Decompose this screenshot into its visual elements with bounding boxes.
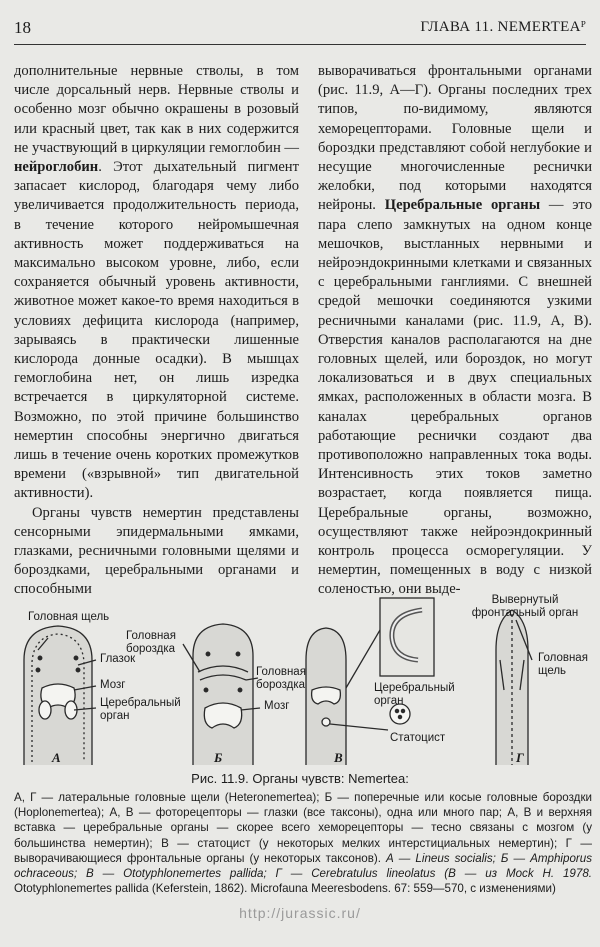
- worm-b-brain: [204, 703, 241, 728]
- right-column: [318, 62, 592, 600]
- right-p1-text-b: — это пара слепо замкнутых на одном конце мешочков, выстланных нервными и нейроэндокринными клетками и связанных с церебральными ганглиями. С внешней средой мешочки соединяются узкими ресничными каналами (рис. 11.9, А, В). Отверстия каналов располагаются на дне головных щелей, или бороздок, но могут локализоваться и в двух специальных ямках, расположенных в области мозга. В каналах церебральных органов работающие реснички создают два противоположно направленных тока воды. Интенсивность этих токов заметно возрастает, когда появляется пища. Церебральные органы, возможно, осуществляют также нейроэндокринный контроль процесса осморегуляции. У немертин, помещенных в воду с низкой соленостью, они выде-: [318, 197, 592, 598]
- left-paragraph-1: [14, 62, 299, 504]
- caption-text-a: А, Г — латеральные головные щели (Heteronemertea); Б — поперечные или косые головные бороздки (Hoplonemertea); А, В — фоторецепторы — глазки (все таксоны), одна или много пар; А, В и верхняя вставка — церебральные органы — скорее всего хеморецепторы — тесно связаны с мозгом (у большинства немертин); В — статоцист (у некоторых мелких интерстициальных немертин); Г — выворачивающиеся фронтальные органы (у некоторых таксонов).: [14, 791, 592, 865]
- left-p1-text-a: дополнительные нервные стволы, в том числе дорсальный нерв. Нервные стволы и особенно мозг обычно окрашены в розовый или красный цвет, так как в них содержится не участвующий в циркуляции гемоглобин —: [14, 63, 299, 156]
- label-everted-frontal: Вывернутый фронтальный орган: [471, 594, 579, 619]
- caption-text-tail: Ototyphlonemertes pallida (Keferstein, 1862). Microfauna Meeresbodens. 67: 559—570, с изменениями): [14, 882, 556, 896]
- fig-letter-a: А: [52, 750, 61, 765]
- label-head-groove-2: Головная бороздка: [256, 666, 306, 691]
- figure-caption-body: [14, 790, 592, 896]
- right-p1-text-a: выворачиваться фронтальными органами (рис. 11.9, А—Г). Органы последних трех типов, по-видимому, являются хеморецепторами. Головные щели и бороздки представляют собой неглубокие и несущие многочисленные реснички желобки, под которыми находятся нейроны.: [318, 63, 592, 214]
- term-neuroglobin: нейроглобин: [14, 159, 99, 176]
- label-cerebral-organ-v: Церебральный орган: [374, 682, 455, 707]
- caption-species: А — Lineus socialis; Б — Amphiporus ochraceous; В — Ototyphlonemertes pallida; Г — Cerebratulus lineolatus (В — из Mock H. 1978.: [14, 851, 593, 881]
- label-cerebral-organ: Церебральный орган: [100, 697, 181, 722]
- right-paragraph-1: [318, 62, 592, 600]
- label-brain: Мозг: [100, 679, 126, 691]
- worm-b-outline: [193, 624, 253, 765]
- page-header: [14, 18, 586, 40]
- label-statocyst: Статоцист: [390, 732, 446, 744]
- left-paragraph-2: Органы чувств немертин представлены сенсорными эпидермальными ямками, глазками, ресничными головными щелями и бороздками, церебральными органами и способными: [14, 504, 299, 598]
- label-head-slit-g: Головная щель: [538, 652, 588, 677]
- label-head-groove-1: Головная бороздка: [126, 630, 176, 655]
- term-cerebral-organs: Церебральные органы: [384, 197, 541, 214]
- fig-letter-b: Б: [214, 750, 223, 765]
- fig-letter-v: В: [334, 750, 343, 765]
- watermark: http://jurassic.ru/: [239, 905, 361, 921]
- page-number: 18: [14, 18, 31, 37]
- label-head-slit: Головная щель: [28, 611, 110, 623]
- figure-11-9: [8, 590, 592, 770]
- left-column: [14, 62, 299, 600]
- label-eyespot: Глазок: [100, 653, 136, 665]
- header-rule: [14, 44, 586, 45]
- label-brain-b: Мозг: [264, 700, 290, 712]
- figure-caption-title: Рис. 11.9. Органы чувств: Nemertea:: [191, 771, 409, 786]
- left-p1-text-b: . Этот дыхательный пигмент запасает кислород, благодаря чему либо увеличивается продолжительность периода, в течение которого нейромышечная активность может поддерживаться на максимально высоком уровне, либо, если сохраняется обычный уровень активности, животное может какое-то время находиться в условиях дефицита кислорода (например, зарываясь в практически лишенные кислорода донные осадки). В мышцах гемоглобина нет, он лишь изредка встречается в циркуляторной системе. Возможно, по этой причине большинство немертин способны энергично двигаться лишь в течение очень коротких промежутков времени («взрывной» тип двигательной активности).: [14, 159, 299, 502]
- fig-letter-g: Г: [516, 750, 524, 765]
- cerebral-organ-inset: [380, 598, 434, 676]
- running-head: ГЛАВА 11. NEMERTEAᴾ: [420, 19, 586, 35]
